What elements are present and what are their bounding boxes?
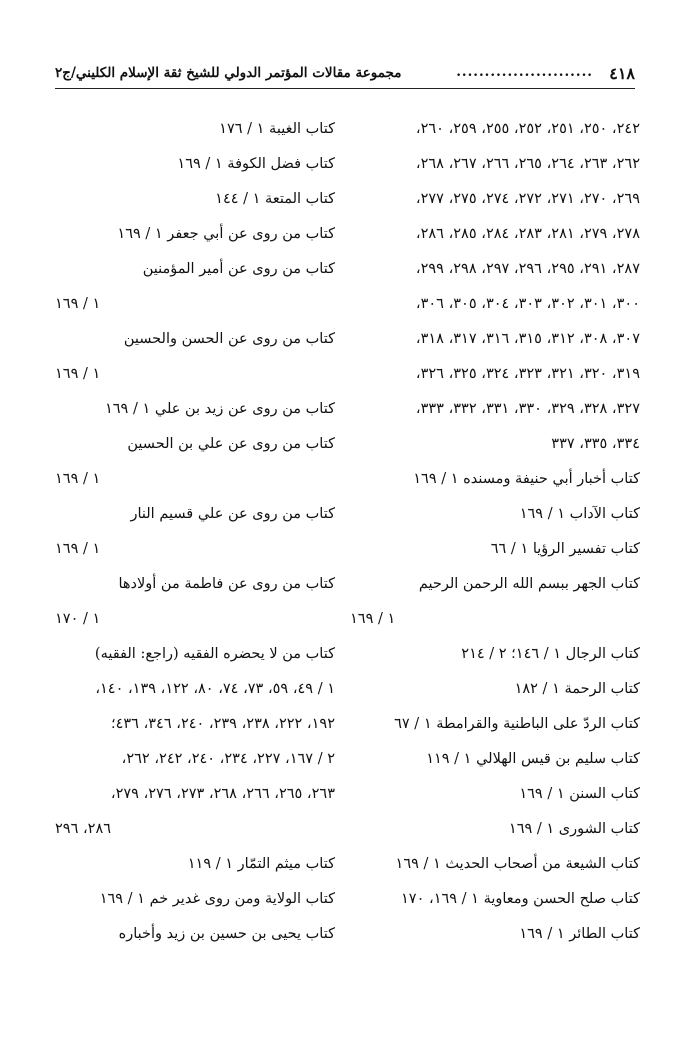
- index-entry: ٢٨٦، ٢٩٦: [55, 821, 112, 837]
- index-entry: كتاب الرجال ١ / ١٤٦؛ ٢ / ٢١٤: [461, 646, 640, 662]
- header-rule: [55, 88, 635, 89]
- page-header: [55, 60, 635, 90]
- index-entry: ١ / ١٦٩: [350, 611, 396, 627]
- index-entry: كتاب الشورى ١ / ١٦٩: [508, 821, 640, 837]
- index-entry: ٢٦٢، ٢٦٣، ٢٦٤، ٢٦٥، ٢٦٦، ٢٦٧، ٢٦٨،: [415, 156, 640, 172]
- index-entry: ٢ / ١٦٧، ٢٢٧، ٢٣٤، ٢٤٠، ٢٤٢، ٢٦٢،: [121, 751, 335, 767]
- index-entry: كتاب الآداب ١ / ١٦٩: [519, 506, 640, 522]
- index-entry: كتاب من روى عن أبي جعفر ١ / ١٦٩: [117, 226, 335, 242]
- index-entry: كتاب تفسير الرؤيا ١ / ٦٦: [490, 541, 640, 557]
- index-entry: ٣٠٠، ٣٠١، ٣٠٢، ٣٠٣، ٣٠٤، ٣٠٥، ٣٠٦،: [415, 296, 640, 312]
- index-entry: ١ / ١٦٩: [55, 366, 101, 382]
- index-entry: كتاب الشيعة من أصحاب الحديث ١ / ١٦٩: [395, 856, 640, 872]
- index-entry: ١ / ١٦٩: [55, 296, 101, 312]
- page-number: ٤١٨: [609, 64, 635, 83]
- index-entry: كتاب من روى عن فاطمة من أولادها: [118, 576, 335, 592]
- running-title: مجموعة مقالات المؤتمر الدولي للشيخ ثقة الإسلام الكليني/ج٢: [55, 65, 402, 81]
- index-entry: كتاب سليم بن قيس الهلالي ١ / ١١٩: [426, 751, 640, 767]
- index-entry: ٢٧٨، ٢٧٩، ٢٨١، ٢٨٣، ٢٨٤، ٢٨٥، ٢٨٦،: [415, 226, 640, 242]
- index-entry: ٢٦٣، ٢٦٥، ٢٦٦، ٢٦٨، ٢٧٣، ٢٧٦، ٢٧٩،: [110, 786, 335, 802]
- index-entry: كتاب من روى عن الحسن والحسين: [123, 331, 335, 347]
- index-entry: ١ / ١٦٩: [55, 471, 101, 487]
- index-entry: كتاب المتعة ١ / ١٤٤: [215, 191, 335, 207]
- index-entry: ٢٤٢، ٢٥٠، ٢٥١، ٢٥٢، ٢٥٥، ٢٥٩، ٢٦٠،: [415, 121, 640, 137]
- index-entry: ٣٠٧، ٣٠٨، ٣١٢، ٣١٥، ٣١٦، ٣١٧، ٣١٨،: [415, 331, 640, 347]
- index-entry: كتاب السنن ١ / ١٦٩: [519, 786, 640, 802]
- index-entry: ٣١٩، ٣٢٠، ٣٢١، ٣٢٣، ٣٢٤، ٣٢٥، ٣٢٦،: [415, 366, 640, 382]
- index-entry: كتاب الغيبة ١ / ١٧٦: [219, 121, 335, 137]
- index-entry: كتاب الولاية ومن روى غدير خم ١ / ١٦٩: [99, 891, 335, 907]
- index-entry: كتاب الرحمة ١ / ١٨٢: [514, 681, 640, 697]
- index-entry: كتاب صلح الحسن ومعاوية ١ / ١٦٩، ١٧٠: [401, 891, 640, 907]
- index-entry: ٣٣٤، ٣٣٥، ٣٣٧: [551, 436, 640, 452]
- left-index-column: [55, 112, 335, 952]
- index-entry: كتاب من روى عن أمير المؤمنين: [142, 261, 335, 277]
- index-entry: ١ / ٤٩، ٥٩، ٧٣، ٧٤، ٨٠، ١٢٢، ١٣٩، ١٤٠،: [95, 681, 335, 697]
- index-entry: كتاب من روى عن زيد بن علي ١ / ١٦٩: [104, 401, 335, 417]
- header-dots: ........................: [456, 64, 593, 80]
- right-index-column: [350, 112, 640, 952]
- index-entry: كتاب فضل الكوفة ١ / ١٦٩: [177, 156, 335, 172]
- index-entry: كتاب الردّ على الباطنية والقرامطة ١ / ٦٧: [394, 716, 640, 732]
- index-entry: ١٩٢، ٢٢٢، ٢٣٨، ٢٣٩، ٢٤٠، ٣٤٦، ٤٣٦؛: [110, 716, 335, 732]
- index-entry: ١ / ١٦٩: [55, 541, 101, 557]
- index-entry: ٢٦٩، ٢٧٠، ٢٧١، ٢٧٢، ٢٧٤، ٢٧٥، ٢٧٧،: [415, 191, 640, 207]
- index-entry: كتاب يحيى بن حسين بن زيد وأخباره: [118, 926, 335, 942]
- index-entry: ١ / ١٧٠: [55, 611, 101, 627]
- index-entry: كتاب أخبار أبي حنيفة ومسنده ١ / ١٦٩: [413, 471, 640, 487]
- index-entry: ٢٨٧، ٢٩١، ٢٩٥، ٢٩٦، ٢٩٧، ٢٩٨، ٢٩٩،: [415, 261, 640, 277]
- index-entry: كتاب الجهر ببسم الله الرحمن الرحيم: [418, 576, 640, 592]
- index-entry: كتاب من لا يحضره الفقيه (راجع: الفقيه): [94, 646, 335, 662]
- index-entry: كتاب من روى عن علي بن الحسين: [127, 436, 335, 452]
- index-entry: كتاب ميثم التمّار ١ / ١١٩: [187, 856, 335, 872]
- index-entry: كتاب الطائر ١ / ١٦٩: [519, 926, 640, 942]
- index-entry: كتاب من روى عن علي قسيم النار: [130, 506, 335, 522]
- index-entry: ٣٢٧، ٣٢٨، ٣٢٩، ٣٣٠، ٣٣١، ٣٣٢، ٣٣٣،: [415, 401, 640, 417]
